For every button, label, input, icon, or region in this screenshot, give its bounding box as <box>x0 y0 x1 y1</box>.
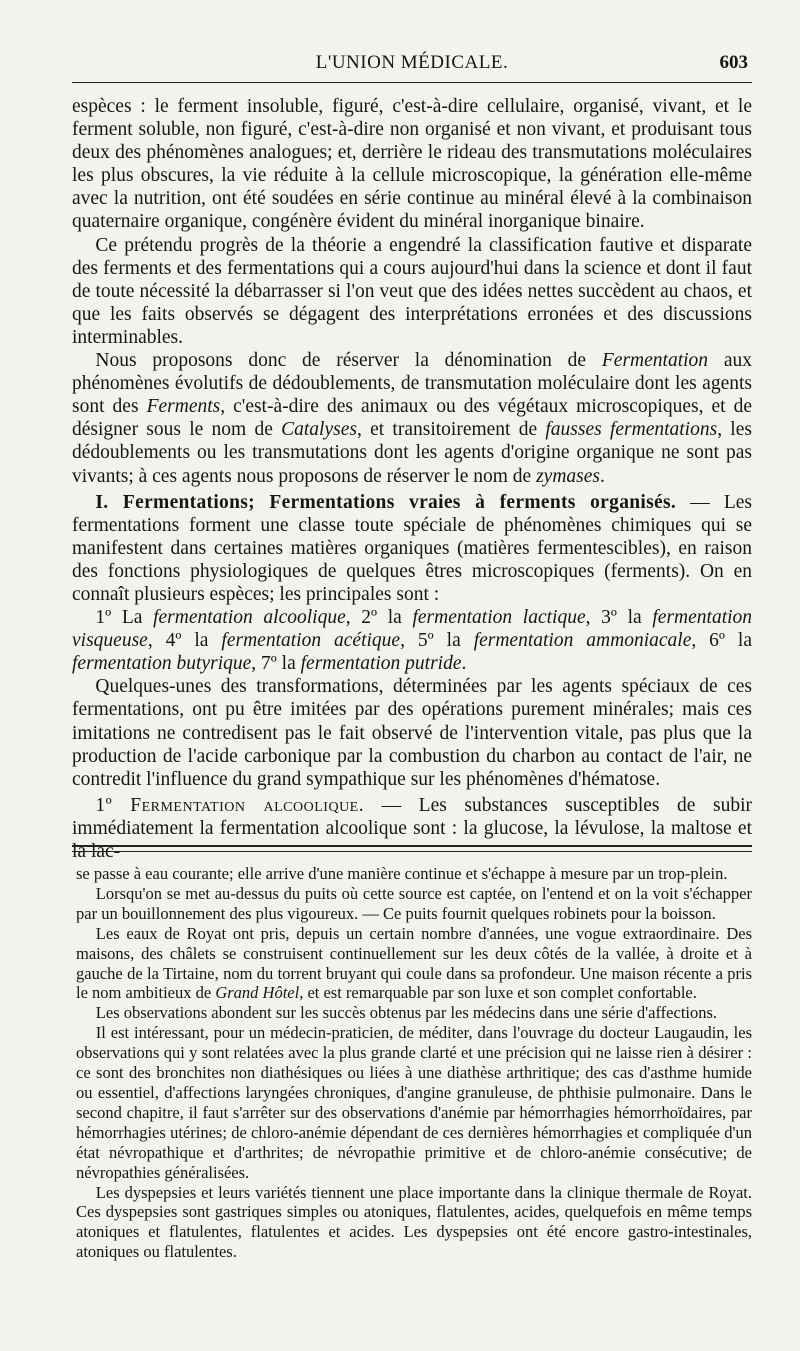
text-run: , 6º la <box>691 630 753 652</box>
page-header <box>72 52 752 83</box>
paragraph-6: Quelques-unes des transformations, déterminées par les agents spéciaux de ces fermentations, ont pu être imitées par des opérations purement minérales; mais ces imitations ne contredisent pas le fait observé de l'intervention vitale, pas plus que la production de l'acide carbonique par la combustion du charbon au contact de l'air, ne contredit l'influence du grand sympathique sur les phénomènes d'hématose. <box>72 676 752 790</box>
feuilleton-paragraph-1: se passe à eau courante; elle arrive d'une manière continue et s'échappe à mesure par un trop-plein. <box>76 864 728 883</box>
feuilleton-paragraph-2: Lorsqu'on se met au-dessus du puits où cette source est captée, on l'entend et on la voit s'échapper par un bouillonnement des plus vigoureux. — Ce puits fournit quelques robinets pour la boisson. <box>76 883 752 923</box>
italic-term: Catalyses <box>281 419 357 441</box>
paragraph-4 <box>72 491 752 606</box>
paragraph-5 <box>72 606 752 675</box>
feuilleton-paragraph-6: Les dyspepsies et leurs variétés tiennent une place importante dans la clinique thermale de Royat. Ces dyspepsies sont gastriques simples ou atoniques, flatulentes, acides, quelquefois en même temps atoniques et flatulentes, flatulentes et acides. Les dyspepsies ont été encore gastro-intestinales, atoniques ou flatulentes. <box>76 1182 752 1262</box>
text-run: , c'est-à-dire des animaux ou des végétaux microscopiques, et de désigner sous le nom de <box>72 396 753 441</box>
text-run: , 3º la <box>585 607 653 629</box>
text-run: aux phénomènes évolutifs de dédoublements, de transmutation moléculaire dont les agents sont des <box>72 350 752 418</box>
italic-term: fermentation acétique <box>221 630 401 652</box>
italic-term: fausses fermentations <box>545 419 718 441</box>
page-number: 603 <box>719 52 748 73</box>
text-run: . <box>461 653 467 675</box>
paragraph-7 <box>72 794 752 863</box>
paragraph-2: Ce prétendu progrès de la théorie a engendré la classification fautive et disparate des ferments et des fermentations qui a cours aujourd'hui dans la science et dont il faut de toute nécessité la débarrasser si l'on veut que des idées nettes succèdent au chaos, et que les faits observés se dégagent des interprétations erronées et des discussions interminables. <box>72 234 752 348</box>
feuilleton-section <box>76 864 752 1262</box>
text-run: — Les fermentations forment une classe toute spéciale de phénomènes chimiques qui se manifestent dans certaines matières organiques (matières fermentescibles), en raison des fonctions physiologiques de quelques êtres microscopiques (ferments). On en connaît plusieurs espèces; les principales sont : <box>72 491 752 605</box>
italic-term: fermentation putride <box>300 653 462 675</box>
paragraph-3 <box>72 349 752 488</box>
text-run: . <box>600 465 605 487</box>
text-run: , 5º la <box>400 630 474 652</box>
text-run: , les dédoublements ou les transmutations dont les agents d'origine organique ne sont pas vivants; à ces agents nous proposons de réserver le nom de <box>72 419 752 487</box>
text-run: Les eaux de Royat ont pris, depuis un certain nombre d'années, une vogue extraordinaire. Des maisons, des châlets se construisent continuellement sur les deux côtés de la vallée, à droite et à gauche de la Tirtaine, nom du torrent bruyant qui coule dans sa profondeur. Une maison récente a pris le nom ambitieux de <box>76 923 752 1003</box>
italic-term: fermentation ammoniacale <box>473 630 692 652</box>
italic-term: fermentation butyrique <box>72 653 252 675</box>
italic-term: Grand Hôtel <box>215 983 300 1003</box>
feuilleton-divider <box>72 845 752 852</box>
text-run: , 4º la <box>147 630 222 652</box>
italic-term: fermentation alcoolique <box>153 607 346 629</box>
italic-term: Fermentation <box>601 350 709 372</box>
text-run: , et transitoirement de <box>356 419 546 441</box>
italic-term: fermentation visqueuse <box>72 607 753 652</box>
italic-term: fermentation lactique <box>412 607 586 629</box>
feuilleton-paragraph-5: Il est intéressant, pour un médecin-praticien, de méditer, dans l'ouvrage du docteur Laugaudin, les observations qui y sont relatées avec la plus grande clarté et une précision qui ne laisse rien à désirer : ce sont des bronchites non diathésiques ou liées à une diathèse arthritique; des cas d'asthme humide ou essentiel, d'affections laryngées chroniques, d'angine granuleuse, de phthisie pulmonaire. Dans le second chapitre, il faut s'arrêter sur des observations d'anémie par hémorrhagies hémorrhoïdaires, par hémorrhagies utérines; de chloro-anémie dépendant de ces dernières hémorrhagies et compliquée d'un état névropathique et d'arthrites; de névropathie primitive et de chloro-anémie consécutive; de névropathies généralisées. <box>76 1023 752 1182</box>
text-run: Nous proposons donc de réserver la dénomination de <box>95 350 602 372</box>
italic-term: Ferments <box>146 396 221 418</box>
main-article <box>72 95 752 863</box>
text-run: , 7º la <box>251 653 301 675</box>
italic-term: zymases <box>536 465 601 487</box>
text-run: , et est remarquable par son luxe et son complet confortable. <box>299 983 697 1003</box>
running-title: L'UNION MÉDICALE. <box>315 52 509 73</box>
text-run: — Les substances susceptibles de subir immédiatement la fermentation alcoolique sont : la glucose, la lévulose, la maltose et la lac- <box>72 794 752 862</box>
text-run: , 2º la <box>345 607 413 629</box>
subsection-heading: 1º Fermentation alcoolique. <box>95 794 365 816</box>
section-heading: I. Fermentations; Fermentations vraies à ferments organisés. <box>95 491 677 513</box>
text-run: 1º La <box>95 607 154 629</box>
feuilleton-paragraph-4: Les observations abondent sur les succès obtenus par les médecins dans une série d'affections. <box>95 1003 718 1023</box>
feuilleton-paragraph-3 <box>76 924 752 1004</box>
paragraph-1: espèces : le ferment insoluble, figuré, c'est-à-dire cellulaire, organisé, vivant, et le ferment soluble, non figuré, c'est-à-dire non organisé et non vivant, et produisant tous deux des phénomènes analogues; et, derrière le rideau des transmutations moléculaires les plus obscures, la vie réduite à la cellule microscopique, la génération elle-même avec la nutrition, ont été soudées en série continue au minéral élevé à la combinaison quaternaire organique, congénère évident du minéral inorganique binaire. <box>72 96 752 233</box>
